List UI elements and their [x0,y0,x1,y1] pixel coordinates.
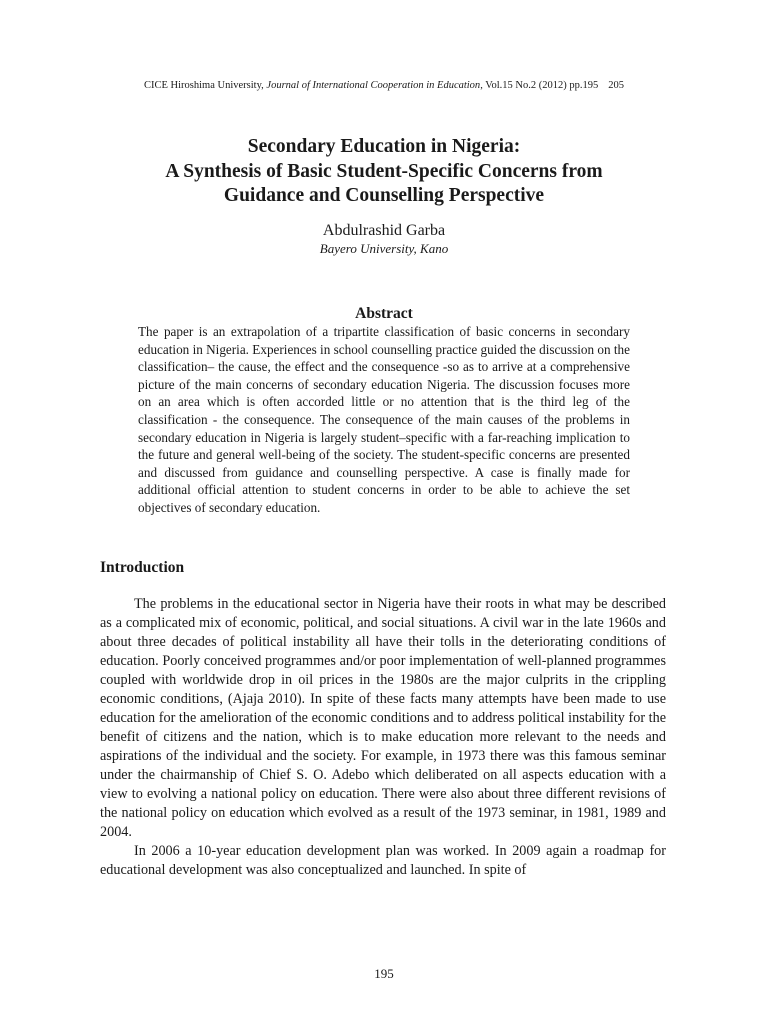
author-affiliation: Bayero University, Kano [319,241,449,256]
header-journal-name: Journal of International Cooperation in Education [266,80,481,91]
abstract-heading: Abstract [355,305,413,322]
author-name: Abdulrashid Garba [322,222,446,239]
header-institution: CICE Hiroshima University, [144,80,267,91]
header-volume: , Vol.15 No.2 (2012) pp.195 [480,80,599,91]
page-number: 195 [374,966,394,981]
title-line: Guidance and Counselling Perspective [223,185,545,206]
header-page-ref: 205 [608,80,624,91]
running-header [0,79,768,93]
abstract-text: The paper is an extrapolation of a tripartite classification of basic concerns in secondary education in Nigeria. Experiences in school counselling practice guided the discussion on the classification– the cause, the effect and the consequence -so as to arrive at a comprehensive picture of the main concerns of secondary education Nigeria. The discussion focuses more on an area which is often accorded little or no attention that is the third leg of the classification - the consequence. The consequence of the main causes of the problems in secondary education in Nigeria is largely student–specific with a far-reaching implication to the future and general well-being of the society. The student-specific concerns are presented and discussed from guidance and counselling perspective. A case is finally made for additional official attention to student concerns in order to be able to achieve the set objectives of secondary education. [138,324,630,515]
title-line: A Synthesis of Basic Student-Specific Concerns from [165,160,603,182]
article-title [60,135,708,209]
title-line: Secondary Education in Nigeria: [247,136,521,157]
body-paragraph: The problems in the educational sector in Nigeria have their roots in what may be described as a complicated mix of economic, political, and social situations. A civil war in the late 1960s and about three decades of political instability all have their tolls in the deteriorating conditions of education. Poorly conceived programmes and/or poor implementation of well-planned programmes coupled with worldwide drop in oil prices in the 1980s are the major culprits in the crippling economic conditions, (Ajaja 2010). In spite of these facts many attempts have been made to use education for the amelioration of the economic conditions and to address political instability for the benefit of citizens and the nation, which is to make education more relevant to the needs and aspirations of the individual and the society. For example, in 1973 there was this famous seminar under the chairmanship of Chief S. O. Adebo which deliberated on all aspects education with a view to evolving a national policy on education. There were also about three different revisions of the national policy on education which evolved as a result of the 1973 seminar, in 1981, 1989 and 2004. [100,596,666,840]
introduction-heading: Introduction [100,559,185,576]
body-paragraph: In 2006 a 10-year education development plan was worked. In 2009 again a roadmap for educational development was also conceptualized and launched. In spite of [100,843,666,878]
introduction-body [100,595,666,880]
